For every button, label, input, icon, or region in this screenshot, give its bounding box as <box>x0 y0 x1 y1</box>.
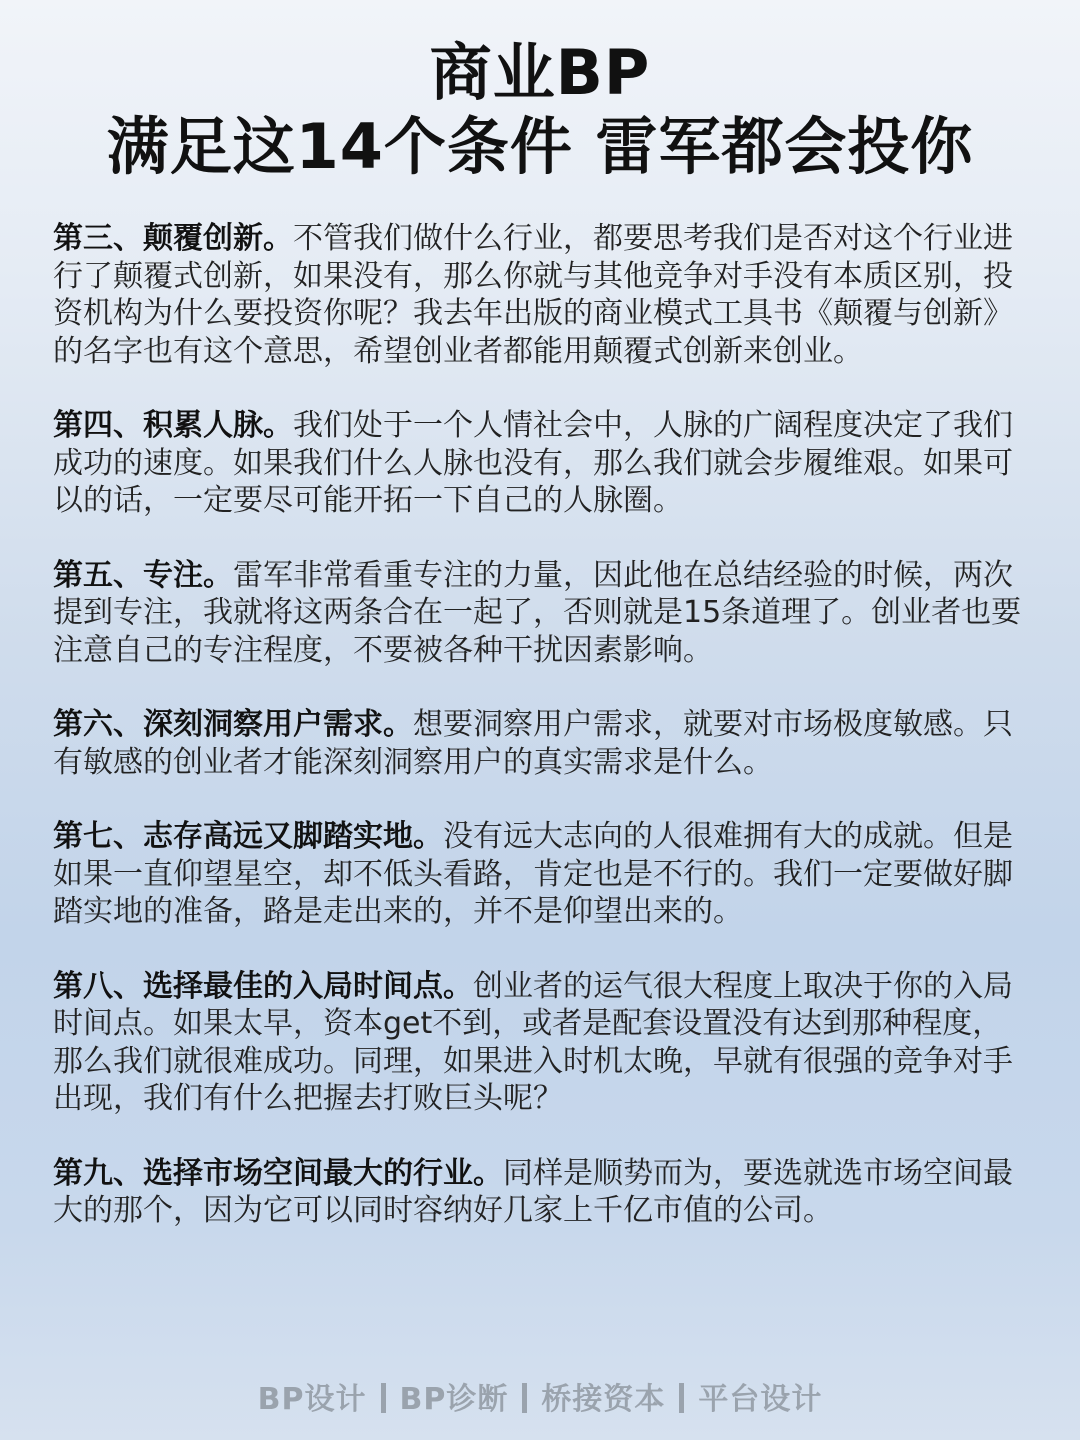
paragraph-text: 创业者的运气很大程度上取决于你的入局时间点。如果太早，资本get不到，或者是配套设置没有达到那种程度，那么我们就很难成功。同理，如果进入时机太晚，早就有很强的竞争对手出现，我们有什么把握去打败巨头呢？ <box>53 968 1013 1116</box>
footer-divider <box>679 1383 684 1413</box>
paragraph-9 <box>53 1155 1028 1230</box>
paragraph-8 <box>53 968 1028 1118</box>
paragraph-heading: 第三、颠覆创新。 <box>53 221 293 256</box>
paragraph-text: 雷军非常看重专注的力量，因此他在总结经验的时候，两次提到专注，我就将这两条合在一起了，否则就是15条道理了。创业者也要注意自己的专注程度，不要被各种干扰因素影响。 <box>53 557 1022 668</box>
paragraph-5 <box>53 557 1028 670</box>
paragraph-text: 不管我们做什么行业，都要思考我们是否对这个行业进行了颠覆式创新，如果没有，那么你就与其他竞争对手没有本质区别，投资机构为什么要投资你呢？我去年出版的商业模式工具书《颠覆与创新》的名字也有这个意思，希望创业者都能用颠覆式创新来创业。 <box>53 221 1013 369</box>
footer-divider <box>522 1383 527 1413</box>
paragraph-heading: 第六、深刻洞察用户需求。 <box>53 707 413 742</box>
title-line-1: 商业BP <box>429 36 651 109</box>
footer-tagline <box>0 1374 1080 1418</box>
paragraph-text: 我们处于一个人情社会中，人脉的广阔程度决定了我们成功的速度。如果我们什么人脉也没有，那么我们就会步履维艰。如果可以的话，一定要尽可能开拓一下自己的人脉圈。 <box>53 408 1013 518</box>
article-body <box>53 220 1028 1267</box>
paragraph-heading: 第九、选择市场空间最大的行业。 <box>53 1155 503 1191</box>
footer-divider <box>381 1383 386 1413</box>
paragraph-text: 同样是顺势而为，要选就选市场空间最大的那个，因为它可以同时容纳好几家上千亿市值的公司。 <box>53 1155 1013 1228</box>
footer-item-bp-design: BP设计 <box>257 1382 367 1417</box>
footer-item-capital-bridge: 桥接资本 <box>541 1382 666 1417</box>
paragraph-3 <box>53 220 1028 370</box>
paragraph-6 <box>53 706 1028 781</box>
paragraph-4 <box>53 407 1028 520</box>
page-title <box>0 36 1080 184</box>
paragraph-heading: 第五、专注。 <box>53 557 233 593</box>
title-line-2: 满足这14个条件 雷军都会投你 <box>106 110 974 183</box>
paragraph-7 <box>53 818 1028 931</box>
paragraph-heading: 第八、选择最佳的入局时间点。 <box>53 968 473 1004</box>
paragraph-text: 想要洞察用户需求，就要对市场极度敏感。只有敏感的创业者才能深刻洞察用户的真实需求是什么。 <box>53 707 1013 780</box>
footer-item-bp-diagnosis: BP诊断 <box>399 1382 509 1417</box>
paragraph-heading: 第四、积累人脉。 <box>53 408 293 443</box>
footer-item-platform-design: 平台设计 <box>698 1382 823 1417</box>
paragraph-heading: 第七、志存高远又脚踏实地。 <box>53 819 443 854</box>
paragraph-text: 没有远大志向的人很难拥有大的成就。但是如果一直仰望星空，却不低头看路，肯定也是不行的。我们一定要做好脚踏实地的准备，路是走出来的，并不是仰望出来的。 <box>53 819 1013 929</box>
